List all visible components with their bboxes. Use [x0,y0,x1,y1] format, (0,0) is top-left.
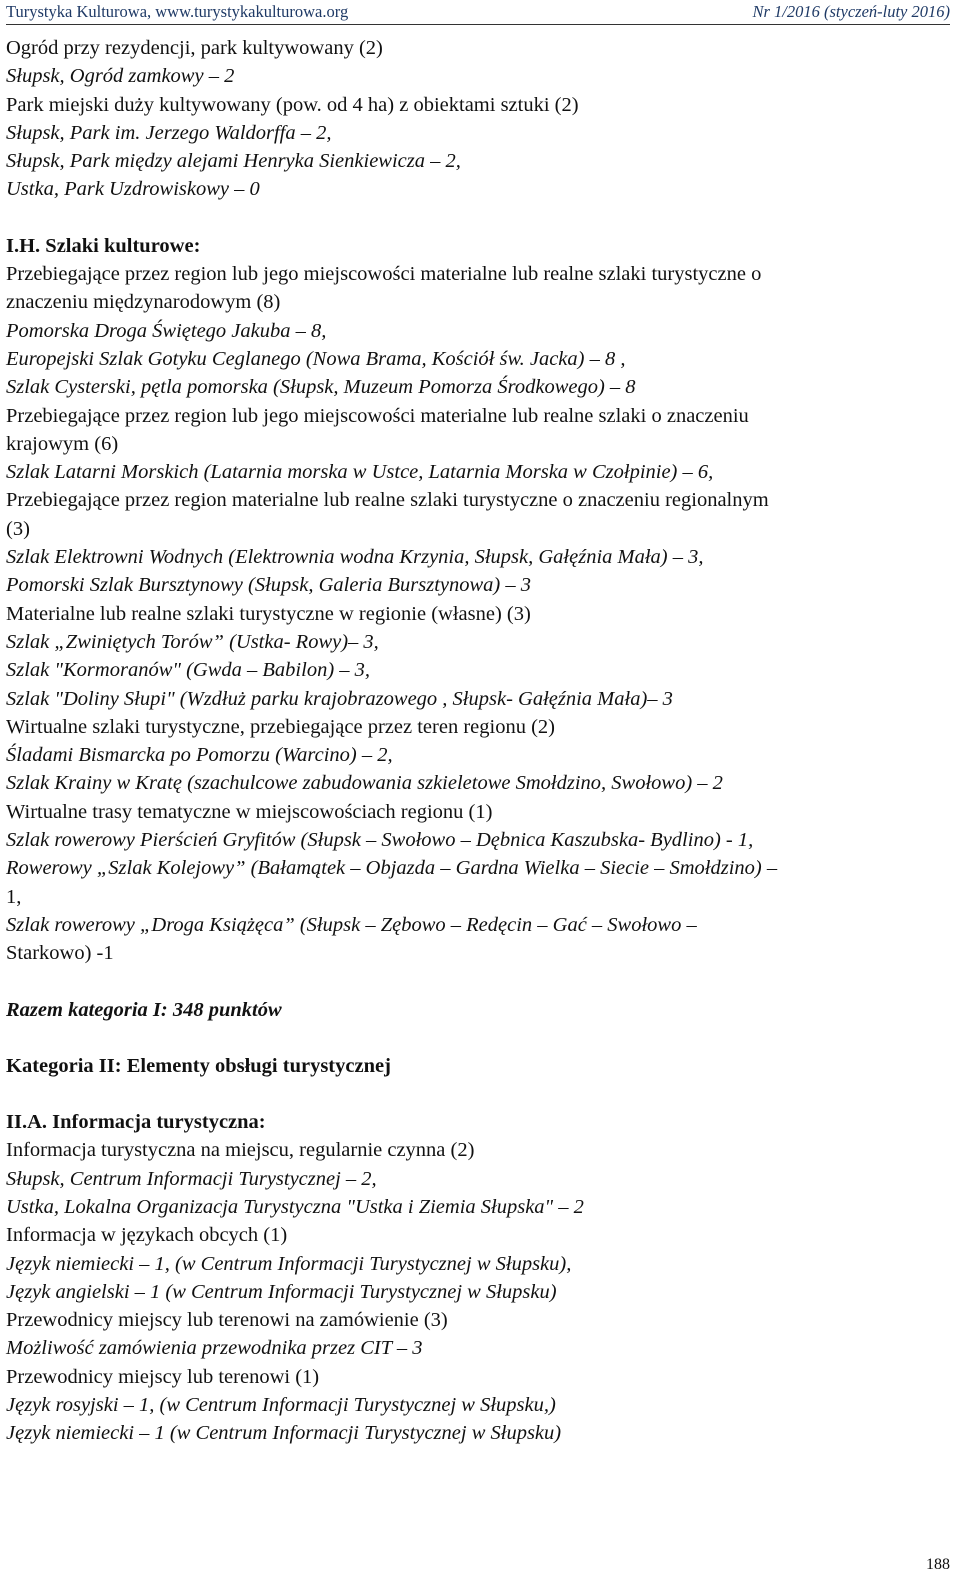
paragraph-gap [6,968,950,996]
journal-title: Turystyka Kulturowa, www.turystykakulturowa.org [6,2,349,21]
text-line: Język niemiecki – 1 (w Centrum Informacji Turystycznej w Słupsku) [6,1422,562,1445]
text-line: Przewodnicy miejscy lub terenowi (1) [6,1365,320,1388]
text-line: Szlak "Doliny Słupi" (Wzdłuż parku krajobrazowego , Słupsk- Gałęźnia Mała)– 3 [6,687,673,710]
text-line: Europejski Szlak Gotyku Ceglanego (Nowa Brama, Kościół św. Jacka) – 8 , [6,347,626,370]
paragraph-gap [6,1024,950,1052]
text-line: Przebiegające przez region lub jego miejscowości materialne lub realne szlaki o znaczeniu [6,404,749,427]
text-line: Park miejski duży kultywowany (pow. od 4 ha) z obiektami sztuki (2) [6,93,579,116]
text-line: Możliwość zamówienia przewodnika przez CIT – 3 [6,1337,423,1360]
text-line: Szlak Cysterski, pętla pomorska (Słupsk, Muzeum Pomorza Środkowego) – 8 [6,376,636,399]
text-line: I.H. Szlaki kulturowe: [6,234,201,257]
paragraph-gap [6,1080,950,1108]
text-line: Informacja turystyczna na miejscu, regularnie czynna (2) [6,1139,475,1162]
text-line: 1, [6,885,22,908]
text-line: Przewodnicy miejscy lub terenowi na zamówienie (3) [6,1309,448,1332]
text-line: Słupsk, Centrum Informacji Turystycznej – 2, [6,1167,377,1190]
paragraph-gap [6,204,950,232]
issue-number: Nr 1/2016 (styczeń-luty 2016) [752,2,950,21]
text-line: Język rosyjski – 1, (w Centrum Informacji Turystycznej w Słupsku,) [6,1394,556,1417]
text-line: Wirtualne trasy tematyczne w miejscowościach regionu (1) [6,800,493,823]
text-line: Kategoria II: Elementy obsługi turystycznej [6,1054,391,1077]
text-line: Przebiegające przez region lub jego miejscowości materialne lub realne szlaki turystyczne o [6,263,762,286]
text-line: Informacja w językach obcych (1) [6,1224,288,1247]
text-line: Język angielski – 1 (w Centrum Informacji Turystycznej w Słupsku) [6,1280,557,1303]
text-line: Śladami Bismarcka po Pomorzu (Warcino) – 2, [6,744,393,767]
text-line: Szlak Elektrowni Wodnych (Elektrownia wodna Krzynia, Słupsk, Gałęźnia Mała) – 3, [6,546,704,569]
text-line: Starkowo) -1 [6,942,114,965]
text-line: Ustka, Lokalna Organizacja Turystyczna "Ustka i Ziemia Słupska" – 2 [6,1195,584,1218]
text-line: Razem kategoria I: 348 punktów [6,998,282,1021]
text-line: Język niemiecki – 1, (w Centrum Informacji Turystycznej w Słupsku), [6,1252,572,1275]
text-line: Słupsk, Park między alejami Henryka Sienkiewicza – 2, [6,150,461,173]
page-header [6,0,950,25]
document-body [6,34,950,1448]
text-line: Szlak „Zwiniętych Torów” (Ustka- Rowy)– 3, [6,630,379,653]
text-line: Wirtualne szlaki turystyczne, przebiegające przez teren regionu (2) [6,715,555,738]
text-line: Szlak rowerowy Pierścień Gryfitów (Słupsk – Swołowo – Dębnica Kaszubska- Bydlino) - 1, [6,829,754,852]
text-line: Pomorski Szlak Bursztynowy (Słupsk, Galeria Bursztynowa) – 3 [6,574,531,597]
text-line: Szlak Krainy w Kratę (szachulcowe zabudowania szkieletowe Smołdzino, Swołowo) – 2 [6,772,723,795]
text-line: Przebiegające przez region materialne lub realne szlaki turystyczne o znaczeniu regionalnym [6,489,769,512]
text-line: (3) [6,517,30,540]
page-number: 188 [926,1556,950,1573]
text-line: Rowerowy „Szlak Kolejowy” (Bałamątek – Objazda – Gardna Wielka – Siecie – Smołdzino) – [6,857,778,880]
text-line: Słupsk, Park im. Jerzego Waldorffa – 2, [6,121,332,144]
text-line: Materialne lub realne szlaki turystyczne w regionie (własne) (3) [6,602,531,625]
text-line: Szlak Latarni Morskich (Latarnia morska w Ustce, Latarnia Morska w Czołpinie) – 6, [6,461,714,484]
text-line: Słupsk, Ogród zamkowy – 2 [6,65,235,88]
text-line: II.A. Informacja turystyczna: [6,1111,266,1134]
text-line: krajowym (6) [6,432,119,455]
text-line: znaczeniu międzynarodowym (8) [6,291,281,314]
text-line: Pomorska Droga Świętego Jakuba – 8, [6,319,327,342]
text-line: Ogród przy rezydencji, park kultywowany (2) [6,37,383,59]
text-line: Szlak "Kormoranów" (Gwda – Babilon) – 3, [6,659,371,682]
text-line: Szlak rowerowy „Droga Książęca” (Słupsk – Zębowo – Redęcin – Gać – Swołowo – [6,913,697,936]
text-line: Ustka, Park Uzdrowiskowy – 0 [6,178,260,201]
